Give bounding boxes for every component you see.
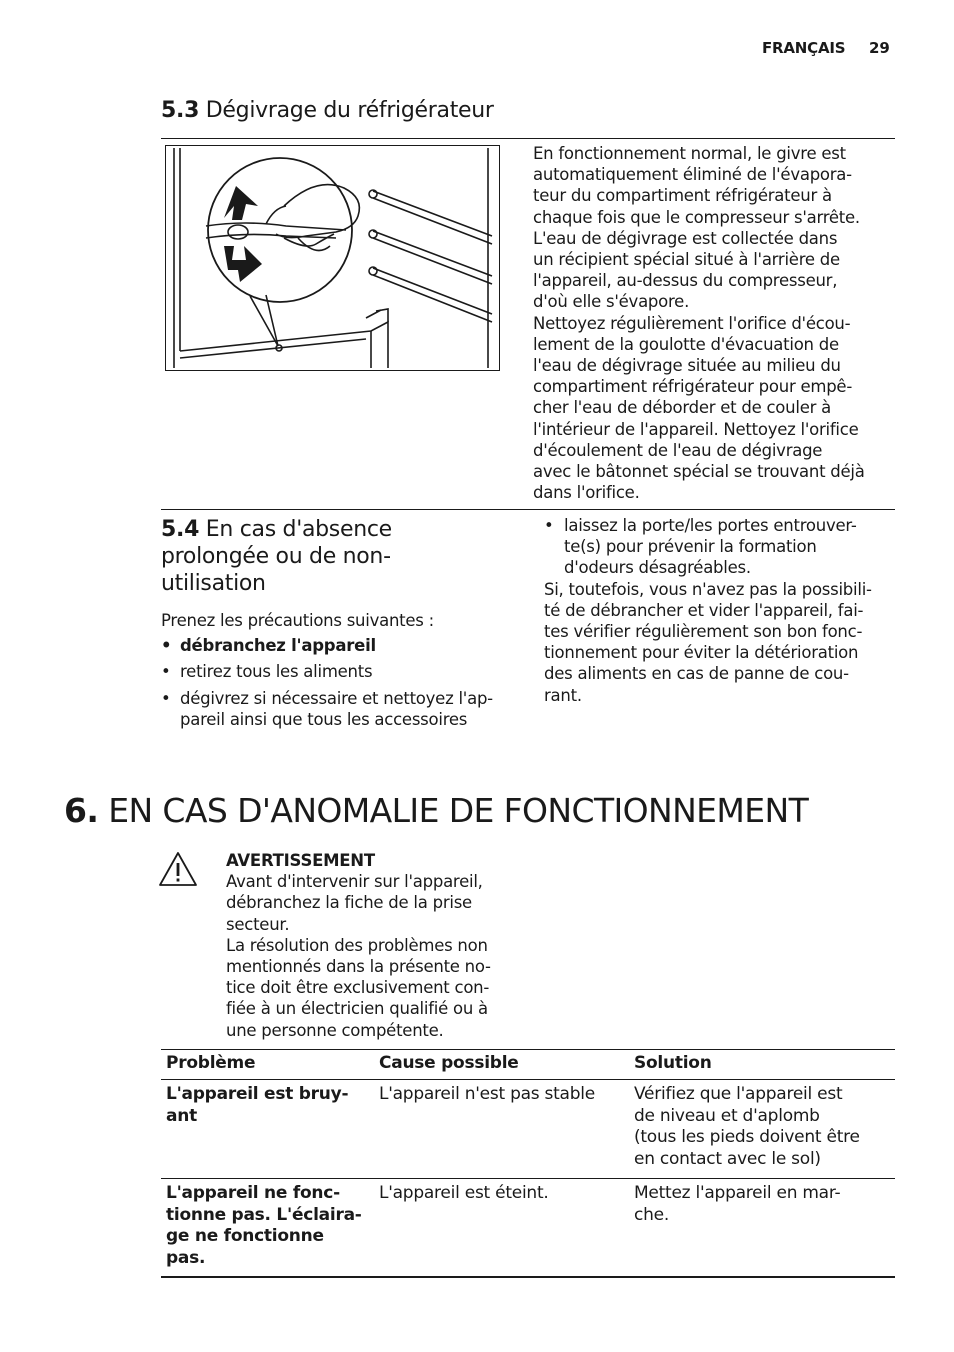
section-6-number: 6. (64, 791, 99, 830)
text-line: L'eau de dégivrage est collectée dans (533, 228, 838, 248)
text-line: rant. (544, 685, 582, 705)
text-line: secteur. (226, 914, 290, 934)
text-line: des aliments en cas de panne de cou- (544, 664, 849, 684)
section-5-3-number: 5.3 (161, 98, 200, 123)
page-number: 29 (869, 39, 890, 57)
text-line: l'appareil, au-dessus du compresseur, (533, 271, 838, 291)
text-line: La résolution des problèmes non (226, 935, 488, 955)
cell-problem: L'appareil ne fonc- tionne pas. L'éclaira- ge ne fonctionne pas. (161, 1178, 374, 1277)
table-header-row (161, 1050, 895, 1080)
text-line: l'eau de dégivrage située au milieu du (533, 356, 841, 376)
section-5-3-heading (161, 97, 494, 124)
section-6-heading (64, 790, 808, 832)
defrost-illustration (165, 145, 500, 371)
list-item: • retirez tous les aliments (161, 661, 521, 682)
warning-triangle-icon (158, 851, 198, 887)
list-item: • laissez la porte/les portes entrouver- te(s) pour prévenir la formation d'odeurs désagréables. (544, 515, 894, 579)
warning-title: AVERTISSEMENT (226, 851, 375, 870)
troubleshooting-table (161, 1049, 895, 1278)
precautions-list (161, 635, 521, 730)
header-solution: Solution (629, 1050, 895, 1080)
section-6-title: EN CAS D'ANOMALIE DE FONCTIONNEMENT (108, 791, 809, 830)
header-cause: Cause possible (374, 1050, 629, 1080)
defrost-drain-drawing (166, 146, 499, 370)
section-5-3-title: Dégivrage du réfrigérateur (205, 98, 494, 123)
text-line: cher l'eau de déborder et de couler à (533, 398, 831, 418)
text-line: d'écoulement de l'eau de dégivrage (533, 440, 823, 460)
text-line: débranchez la fiche de la prise (226, 893, 472, 913)
text-line: une personne compétente. (226, 1020, 444, 1040)
cell-cause: L'appareil n'est pas stable (374, 1079, 629, 1178)
text-line: Nettoyez régulièrement l'orifice d'écou- (533, 313, 851, 333)
cell-problem: L'appareil est bruy- ant (161, 1079, 374, 1178)
section-5-4-title: En cas d'absence (205, 517, 392, 542)
text-line: fiée à un électricien qualifié ou à (226, 999, 488, 1019)
text-line: d'où elle s'évapore. (533, 292, 690, 312)
text-line: lement de la goulotte d'évacuation de (533, 334, 839, 354)
heading-line: utilisation (161, 571, 266, 596)
text-line: tice doit être exclusivement con- (226, 978, 490, 998)
section-5-4-intro: Prenez les précautions suivantes : (161, 611, 434, 630)
header-language: FRANÇAIS (762, 39, 846, 57)
text-line: mentionnés dans la présente no- (226, 957, 491, 977)
heading-line: prolongée ou de non- (161, 544, 391, 569)
list-item: • dégivrez si nécessaire et nettoyez l'ap- pareil ainsi que tous les accessoires (161, 688, 521, 730)
text-line: Si, toutefois, vous n'avez pas la possibili- (544, 579, 872, 599)
cell-solution: Mettez l'appareil en mar- che. (629, 1178, 895, 1277)
cell-solution: Vérifiez que l'appareil est de niveau et d'aplomb (tous les pieds doivent être en contact avec le sol) (629, 1079, 895, 1178)
divider-top (161, 138, 895, 139)
warning-block (226, 850, 526, 1041)
text-line: tes vérifier régulièrement son bon fonc- (544, 622, 863, 642)
text-line: Avant d'intervenir sur l'appareil, (226, 872, 483, 892)
heading-line (161, 516, 501, 543)
section-5-3-text (533, 143, 893, 503)
cell-cause: L'appareil est éteint. (374, 1178, 629, 1277)
text-line: teur du compartiment réfrigérateur à (533, 186, 832, 206)
list-item: • débranchez l'appareil (161, 635, 521, 656)
divider-middle (161, 509, 895, 510)
header-problem: Problème (161, 1050, 374, 1080)
text-line: dans l'orifice. (533, 483, 640, 503)
section-5-4-left (161, 610, 521, 730)
text-line: compartiment réfrigérateur pour empê- (533, 377, 853, 397)
text-line: chaque fois que le compresseur s'arrête. (533, 207, 860, 227)
text-line: l'intérieur de l'appareil. Nettoyez l'orifice (533, 419, 859, 439)
text-line: tionnement pour éviter la détérioration (544, 643, 859, 663)
section-5-4-right (544, 515, 894, 706)
text-line: un récipient spécial situé à l'arrière de (533, 250, 840, 270)
table-row (161, 1079, 895, 1178)
text-line: té de débrancher et vider l'appareil, fai- (544, 600, 864, 620)
text-line: avec le bâtonnet spécial se trouvant déjà (533, 462, 865, 482)
text-line: En fonctionnement normal, le givre est (533, 144, 846, 163)
text-line: automatiquement éliminé de l'évapora- (533, 165, 852, 185)
section-5-4-heading (161, 516, 501, 597)
section-5-4-number: 5.4 (161, 517, 200, 542)
table-row (161, 1178, 895, 1277)
right-bullet-list (544, 515, 894, 579)
